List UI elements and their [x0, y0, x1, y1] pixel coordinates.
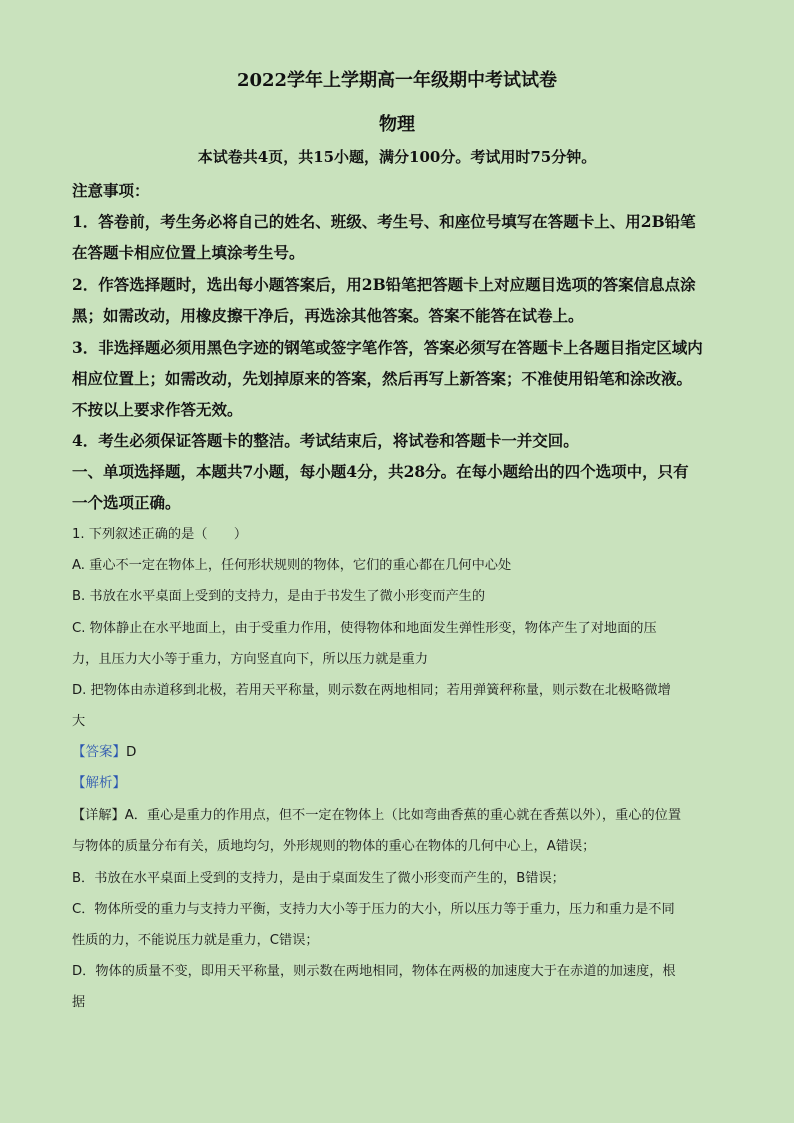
option-c: C. 物体静止在水平地面上，由于受重力作用，使得物体和地面发生弹性形变，物体产生了对地面的压 — [72, 621, 657, 636]
detail-line: B．书放在水平桌面上受到的支持力，是由于桌面发生了微小形变而产生的，B错误； — [72, 871, 565, 886]
option-c-cont: 力，且压力大小等于重力，方向竖直向下，所以压力就是重力 — [72, 652, 429, 667]
notice-line: 1．答卷前，考生务必将自己的姓名、班级、考生号、和座位号填写在答题卡上、用2B铅笔 — [72, 212, 696, 231]
section-heading: 一、单项选择题，本题共7小题，每小题4分，共28分。在每小题给出的四个选项中，只有 — [72, 462, 689, 481]
detail-line: C．物体所受的重力与支持力平衡，支持力大小等于压力的大小，所以压力等于重力，压力和重力是不同 — [72, 902, 675, 917]
detail-line: D．物体的质量不变，即用天平称量，则示数在两地相同，物体在两极的加速度大于在赤道的加速度，根 — [72, 964, 676, 979]
option-d-cont: 大 — [72, 714, 86, 729]
option-a: A. 重心不一定在物体上，任何形状规则的物体，它们的重心都在几何中心处 — [72, 558, 512, 573]
notice-line: 相应位置上；如需改动，先划掉原来的答案，然后再写上新答案；不准使用铅笔和涂改液。 — [72, 369, 693, 388]
subject-title: 物理 — [379, 114, 415, 135]
notice-heading: 注意事项： — [72, 181, 150, 200]
page-title: 2022学年上学期高一年级期中考试试卷 — [236, 70, 558, 91]
notice-line: 黑；如需改动，用橡皮擦干净后，再选涂其他答案。答案不能答在试卷上。 — [72, 306, 584, 325]
section-heading: 一个选项正确。 — [72, 493, 181, 512]
notice-line: 4．考生必须保证答题卡的整洁。考试结束后，将试卷和答题卡一并交回。 — [72, 431, 579, 450]
answer-line — [72, 746, 136, 760]
answer-value: D — [126, 744, 137, 760]
detail-line: 【详解】A．重心是重力的作用点，但不一定在物体上（比如弯曲香蕉的重心就在香蕉以外），重心的位置 — [72, 808, 682, 823]
option-d: D. 把物体由赤道移到北极，若用天平称量，则示数在两地相同；若用弹簧秤称量，则示数在北极略微增 — [72, 683, 671, 698]
notice-line: 3．非选择题必须用黑色字迹的钢笔或签字笔作答，答案必须写在答题卡上各题目指定区域内 — [72, 338, 703, 357]
option-b: B. 书放在水平桌面上受到的支持力，是由于书发生了微小形变而产生的 — [72, 589, 486, 604]
detail-line: 与物体的质量分布有关，质地均匀，外形规则的物体的重心在物体的几何中心上，A错误； — [72, 839, 596, 854]
detail-line: 据 — [72, 995, 86, 1010]
notice-line: 2．作答选择题时，选出每小题答案后，用2B铅笔把答题卡上对应题目选项的答案信息点涂 — [72, 275, 696, 294]
answer-tag: 【答案】 — [72, 744, 126, 760]
detail-line: 性质的力，不能说压力就是重力，C错误； — [72, 933, 319, 948]
analysis-tag: 【解析】 — [72, 775, 126, 791]
notice-line: 在答题卡相应位置上填涂考生号。 — [72, 243, 305, 262]
question-stem: 1. 下列叙述正确的是（ ） — [72, 527, 248, 542]
notice-line: 不按以上要求作答无效。 — [72, 400, 243, 419]
exam-intro: 本试卷共4页，共15小题，满分100分。考试用时75分钟。 — [197, 148, 597, 166]
